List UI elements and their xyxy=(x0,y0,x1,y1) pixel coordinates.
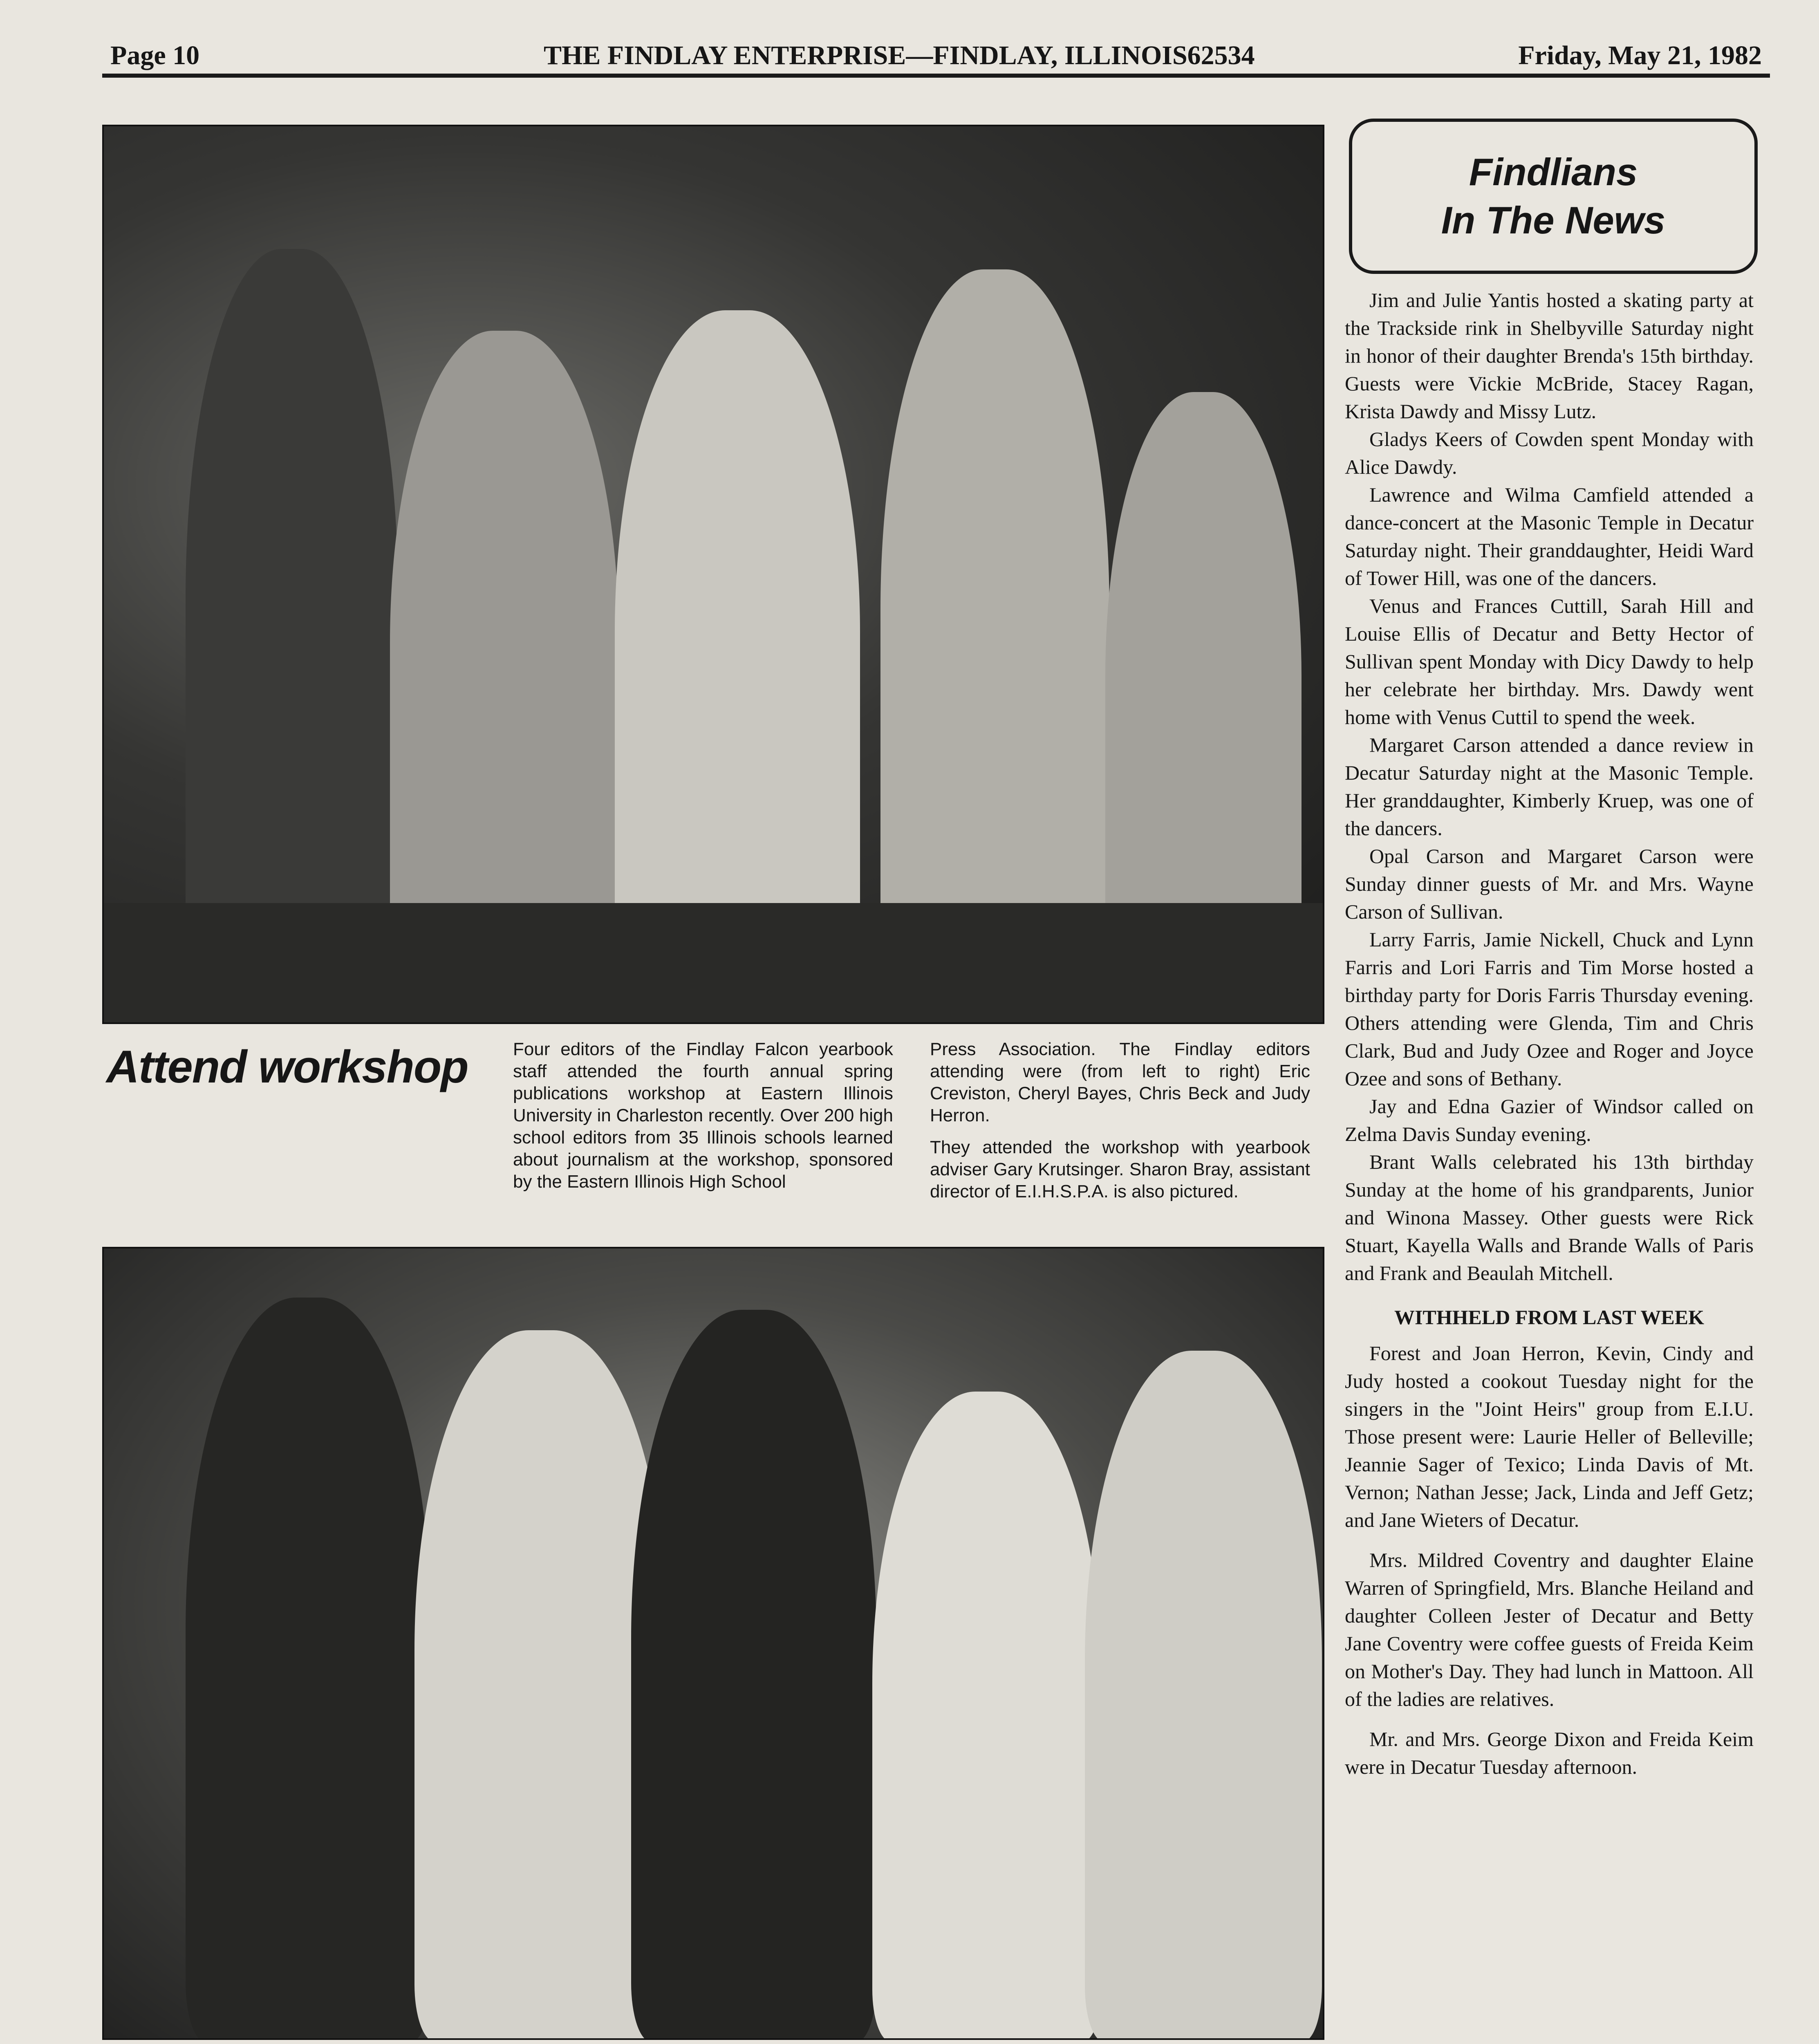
festival-photo xyxy=(102,1247,1324,2040)
issue-date: Friday, May 21, 1982 xyxy=(1518,40,1762,70)
workshop-photo xyxy=(102,125,1324,1024)
masthead xyxy=(102,33,1770,78)
workshop-headline: Attend workshop xyxy=(106,1041,468,1092)
news-column-heading: Findlians In The News xyxy=(1349,119,1758,274)
workshop-caption-col1: Four editors of the Findlay Falcon yearbook staff attended the fourth annual spring publications workshop at Eastern Illinois University in Charleston recently. Over 200 high school editors from 35 Illinois schools learned about journalism at the workshop, sponsored by the Eastern Illinois High School xyxy=(513,1039,893,1192)
paper-title: THE FINDLAY ENTERPRISE—FINDLAY, ILLINOIS62534 xyxy=(544,40,1255,70)
workshop-caption-col2: Press Association. The Findlay editors attending were (from left to right) Eric Creviston, Cheryl Bayes, Chris Beck and Judy Herron. They attended the workshop with yearbook adviser Gary Krutsinger. Sharon Bray, assistant director of E.I.H.S.P.A. is also pictured. xyxy=(930,1039,1310,1201)
withheld-heading: WITHHELD FROM LAST WEEK xyxy=(1394,1306,1705,1329)
news-column: Jim and Julie Yantis hosted a skating party at the Trackside rink in Shelbyville Saturday night in honor of their daughter Brenda's 15th birthday. Guests were Vickie McBride, Stacey Ragan, Krista Dawdy and Missy Lutz. Gladys Keers of Cowden spent Monday with Alice Dawdy. Lawrence and Wilma Camfield attended a dance-concert at the Masonic Temple in Decatur Saturday night. Their granddaughter, Heidi Ward of Tower Hill, was one of the dancers. Venus and Frances Cuttill, Sarah Hill and Louise Ellis of Decatur and Betty Hector of Sullivan spent Monday with Dicy Dawdy to help her celebrate her birthday. Mrs. Dawdy went home with Venus Cuttil to spend the week. Margaret Carson attended a dance review in Decatur Saturday night at the Masonic Temple. Her granddaughter, Kimberly Kruep, was one of the dancers. Opal Carson and Margaret Carson were Sunday dinner guests of Mr. and Mrs. Wayne Carson of Sullivan. Larry Farris, Jamie Nickell, Chuck and Lynn Farris and Lori Farris and Tim Morse hosted a birthday party for Doris Farris Thursday evening. Others attending were Glenda, Tim and Chris Clark, Bud and Judy Ozee and Roger and Joyce Ozee and sons of Bethany. Jay and Edna Gazier of Windsor called on Zelma Davis Sunday evening. Brant Walls celebrated his 13th birthday Sunday at the home of his grandparents, Junior and Winona Massey. Other guests were Rick Stuart, Kayella Walls and Brande Walls of Paris and Frank and Beaulah Mitchell. WITHHELD FROM LAST WEEK Forest and Joan Herron, Kevin, Cindy and Judy hosted a cookout Tuesday night for the singers in the "Joint Heirs" group from E.I.U. Those present were: Laurie Heller of Belleville; Jeannie Sager of Texico; Linda Davis of Mt. Vernon; Nathan Jesse; Jack, Linda and Jeff Getz; and Jane Wieters of Decatur. Mrs. Mildred Coventry and daughter Elaine Warren of Springfield, Mrs. Blanche Heiland and daughter Colleen Jester of Decatur and Betty Jane Coventry were coffee guests of Freida Keim on Mother's Day. They had lunch in Mattoon. All of the ladies are relatives. Mr. and Mrs. George Dixon and Freida Keim were in Decatur Tuesday afternoon. xyxy=(1345,289,1754,1778)
page-number: Page 10 xyxy=(110,40,200,70)
